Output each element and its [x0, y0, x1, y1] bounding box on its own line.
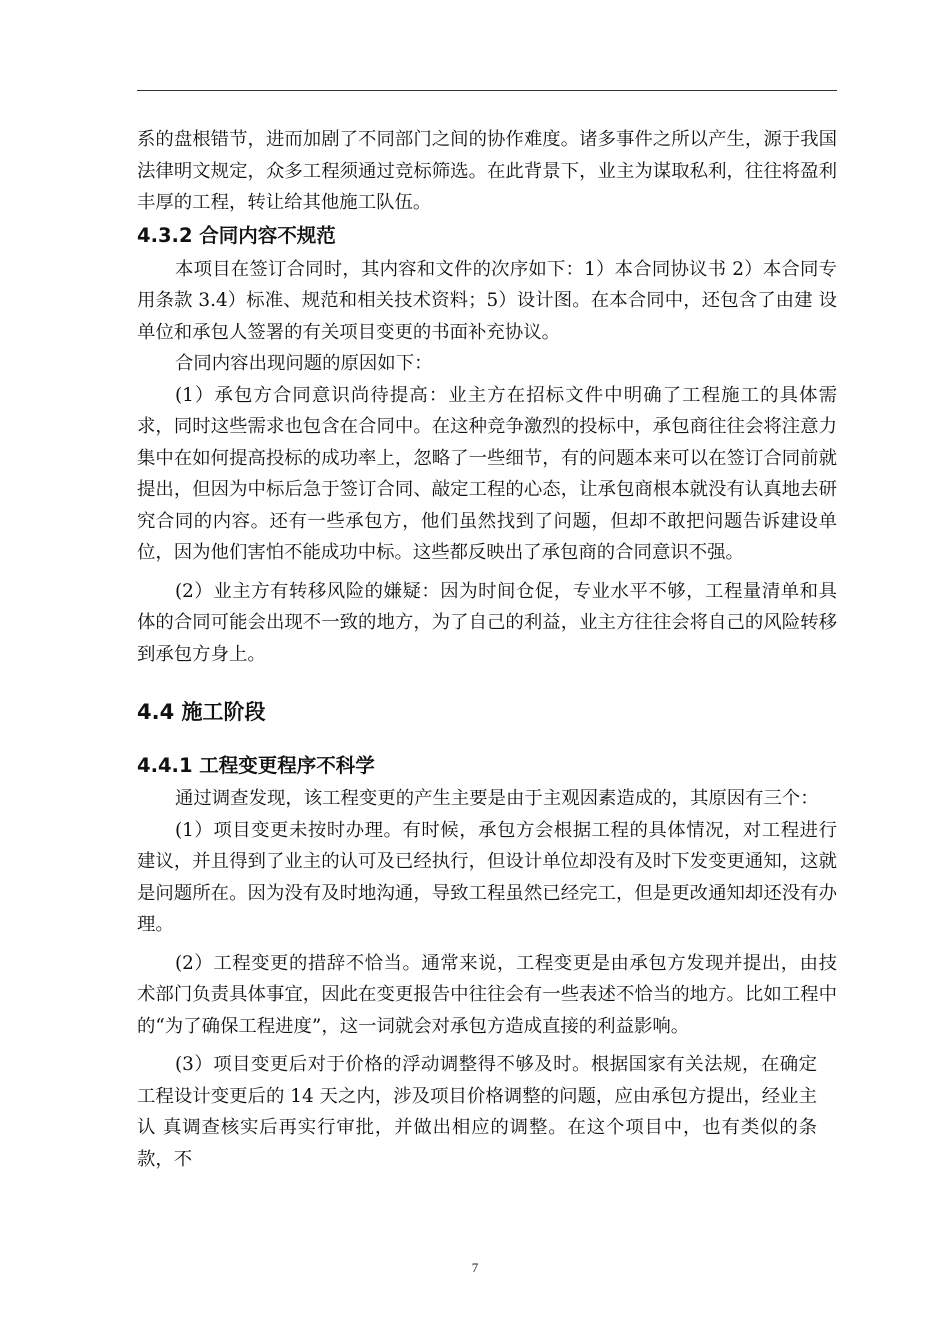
- paragraph: 合同内容出现问题的原因如下：: [175, 353, 433, 374]
- paragraph: 通过调查发现，该工程变更的产生主要是由于主观因素造成的，其原因有三个：: [175, 788, 819, 809]
- paragraph: 本项目在签订合同时，其内容和文件的次序如下：1）本合同协议书 2）本合同专用条款 3.4）标准、规范和相关技术资料；5）设计图。在本合同中，还包含了由建 设单位和承包人签署的有关项目变更的书面补充协议。: [137, 258, 837, 343]
- page-number: 7: [471, 1260, 479, 1275]
- paragraph: (3）项目变更后对于价格的浮动调整得不够及时。根据国家有关法规，在确定工程设计变更后的 14 天之内，涉及项目价格调整的问题，应由承包方提出，经业主认 真调查核实后再实行审批，并做出相应的调整。在这个项目中，也有类似的条款，不: [137, 1054, 817, 1170]
- paragraph: (1）承包方合同意识尚待提高：业主方在招标文件中明确了工程施工的具体需求，同时这些需求也包含在合同中。在这种竞争激烈的投标中，承包商往往会将注意力集中在如何提高投标的成功率上，忽略了一些细节，有的问题本来可以在签订合同前就提出，但因为中标后急于签订合同、敲定工程的心态，让承包商根本就没有认真地去研究合同的内容。还有一些承包方，他们虽然找到了问题，但却不敢把问题告诉建设单位，因为他们害怕不能成功中标。这些都反映出了承包商的合同意识不强。: [137, 384, 837, 563]
- paragraph: (2）业主方有转移风险的嫌疑：因为时间仓促，专业水平不够，工程量清单和具体的合同可能会出现不一致的地方，为了自己的利益，业主方往往会将自己的风险转移到承包方身上。: [137, 580, 837, 665]
- header-rule: [137, 90, 837, 91]
- page-body: [137, 124, 837, 1175]
- paragraph: (1）项目变更未按时办理。有时候，承包方会根据工程的具体情况，对工程进行建议，并且得到了业主的认可及已经执行，但设计单位却没有及时下发变更通知，这就是问题所在。因为没有及时地沟通，导致工程虽然已经完工，但是更改通知却还没有办理。: [137, 819, 837, 935]
- section-heading-4-3-2: 4.3.2 合同内容不规范: [137, 223, 336, 247]
- paragraph: 系的盘根错节，进而加剧了不同部门之间的协作难度。诸多事件之所以产生，源于我国法律明文规定，众多工程须通过竞标筛选。在此背景下，业主为谋取私利，往往将盈利丰厚的工程，转让给其他施工队伍。: [137, 129, 837, 213]
- section-heading-4-4: 4.4 施工阶段: [137, 700, 266, 724]
- section-heading-4-4-1: 4.4.1 工程变更程序不科学: [137, 754, 375, 777]
- paragraph: (2）工程变更的措辞不恰当。通常来说，工程变更是由承包方发现并提出，由技术部门负责具体事宜，因此在变更报告中往往会有一些表述不恰当的地方。比如工程中的“为了确保工程进度”，这一词就会对承包方造成直接的利益影响。: [137, 952, 837, 1037]
